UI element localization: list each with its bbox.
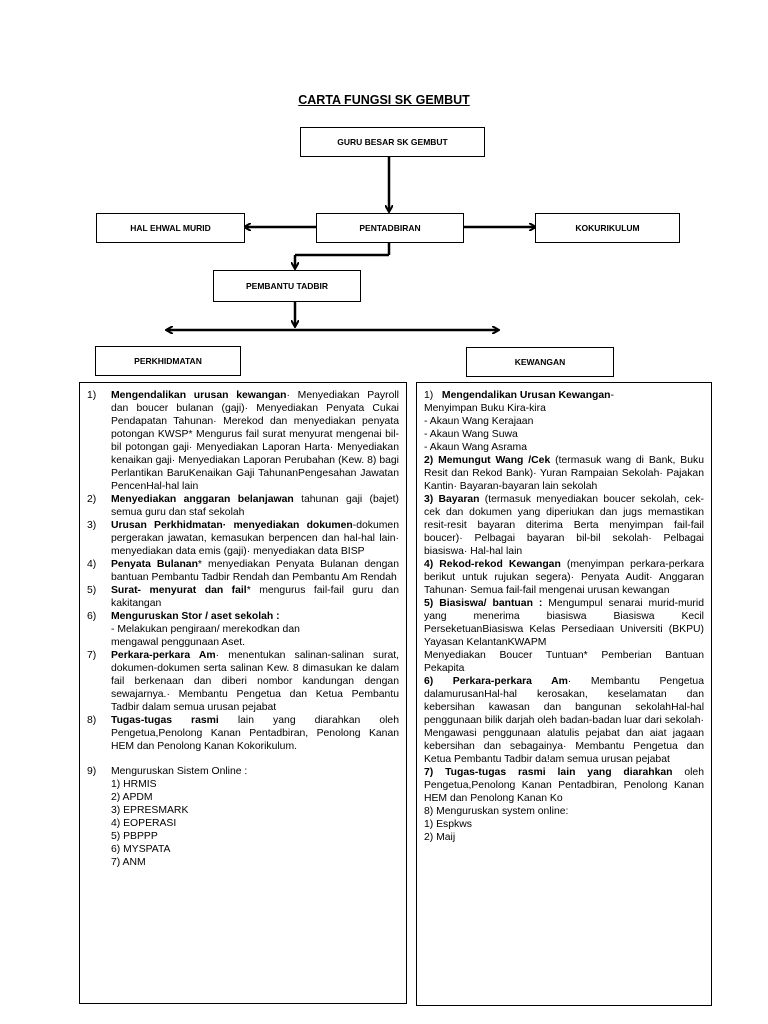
right-item-2: 2) Memungut Wang /Cek (termasuk wang di Bank, Buku Resit dan Rekod Bank)· Yuran Rampaian Sekolah· Pajakan Kantin· Bayaran-bayaran lain sekolah [424,455,704,492]
panel-kewangan [416,382,712,1006]
left-item-9: 9) Menguruskan Sistem Online : [87,766,248,777]
list-item: 6) MYSPATA [111,844,171,855]
left-item-7: 7) Perkara-perkara Am· menentukan salinan-salinan surat, dokumen-dokumen serta salinan Kew. 8 dimasukan ke dalam fail berkenaan dan diberi nombor kandungan dengan sewajarnya.· Membantu Pengetua dan Ketua Pembantu Tadbir dalam semua urusan pejabat [87,650,399,713]
right-item-6: 6) Perkara-perkara Am· Membantu Pengetua dalamurusanHal-hal kerosakan, keselamatan dan kebersihan kawasan dan bangunan sekolahHal-hal penggunaan bilik darjah oleh badan-badan luar dari sekolah· Mengawasi penggunaan alatulis pejabat dan aiat jagaan kebersihan dan sebagainya· Membantu Pengetua dan Ketua Pembantu Tadbir da!am semua urusan pejabat [424,676,704,765]
left-item-4: 4) Penyata Bulanan* menyediakan Penyata Bulanan dengan bantuan Pembantu Tadbir Rendah dan Pembantu Am Rendah [87,559,399,583]
box-pentadbiran: PENTADBIRAN [316,213,464,243]
box-kokurikulum: KOKURIKULUM [535,213,680,243]
right-line: - Akaun Wang Asrama [424,442,527,453]
box-kewangan: KEWANGAN [466,347,614,377]
right-line: - Akaun Wang Kerajaan [424,416,534,427]
right-item-5: 5) Biasiswa/ bantuan : Mengumpul senarai murid-murid yang menerima biasiswa Biasiswa Kecil PerseketuanBiasiswa Kelas Persediaan Universiti (BKPU) Yayasan KelantanKWAPM [424,598,704,648]
left-systems-list [87,778,399,869]
left-item-6: 6) Menguruskan Stor / aset sekolah : - Melakukan pengiraan/ merekodkan dan mengawal penggunaan Aset. [87,611,300,648]
list-item: 7) ANM [111,857,146,868]
box-pembantu-tadbir: PEMBANTU TADBIR [213,270,361,302]
right-item-3: 3) Bayaran (termasuk menyediakan boucer sekolah, cek-cek dan dokumen yang diperiukan dan jugs memastikan resit-resit bayaran diterima Berta menyimpan fail-fail boucer)· Pelbagai bayaran bil-bil sekolah· Pelbagai biasiswa· Hal-hal lain [424,494,705,557]
page-title: CARTA FUNGSI SK GEMBUT [298,93,470,107]
box-hal-ehwal-murid: HAL EHWAL MURID [96,213,245,243]
right-item-8: 8) Menguruskan system online: [424,806,569,817]
right-line: - Akaun Wang Suwa [424,429,518,440]
panel-perkhidmatan [79,382,407,1004]
box-perkhidmatan: PERKHIDMATAN [95,346,241,376]
list-item: 5) PBPPP [111,831,158,842]
left-item-5: 5) Surat- menyurat dan fail* mengurus fail-fail guru dan kakitangan [87,585,399,609]
box-guru-besar: GURU BESAR SK GEMBUT [300,127,485,157]
list-item: 3) EPRESMARK [111,805,189,816]
list-item: 2) APDM [111,792,153,803]
left-item-8: 8) Tugas-tugas rasmi lain yang diarahkan oleh Pengetua,Penolong Kanan Pentadbiran, Penolong Kanan HEM dan Penolong Kanan Kokorikulum. [87,715,399,752]
list-item: 4) EOPERASI [111,818,177,829]
right-item-1: 1) Mengendalikan Urusan Kewangan- [424,390,614,401]
right-item-5b: Menyediakan Boucer Tuntuan* Pemberian Bantuan Pekapita [424,650,704,674]
list-item: 1) HRMIS [111,779,157,790]
list-item: 2) Maij [424,832,456,843]
list-item: 1) Espkws [424,819,472,830]
right-line: Menyimpan Buku Kira-kira [424,403,546,414]
right-item-4: 4) Rekod-rekod Kewangan (menyimpan perkara-perkara berikut untuk rujukan segera)· Penyata Audit· Anggaran Tahunan· Semua fail-fail mengenai urusan kewangan [424,559,704,596]
left-item-1: 1) Mengendalikan urusan kewangan· Menyediakan Payroll dan boucer bulanan (gaji)· Menyediakan Penyata Cukai Pendapatan Tahunan· Merekod dan menyediakan penyata potongan KWSP* Mengurus fail surat menyurat mengenai bil-bil potongan gaji· Menyediakan Laporan Harta· Menyediakan kenaikan gaji· Menyediakan Laporan Perubahan (Kew. 8) bagi Perlantikan BaruKenaikan Gaji TahunanPengesahan Jawatan PencenHal-hal lain [87,390,399,492]
left-item-3: 3) Urusan Perkhidmatan· menyediakan dokumen-dokumen pergerakan jawatan, kemasukan berpencen dan hal-hal lain· menyediakan data emis (gaji)· menyediakan data BISP [87,520,399,557]
right-item-7: 7) Tugas-tugas rasmi lain yang diarahkan oleh Pengetua,Penolong Kanan Pentadbiran, Penolong Kanan HEM dan Penolong Kanan Ko [424,767,704,804]
left-item-2: 2) Menyediakan anggaran belanjawan tahunan gaji (bajet) semua guru dan staf sekolah [87,494,399,518]
